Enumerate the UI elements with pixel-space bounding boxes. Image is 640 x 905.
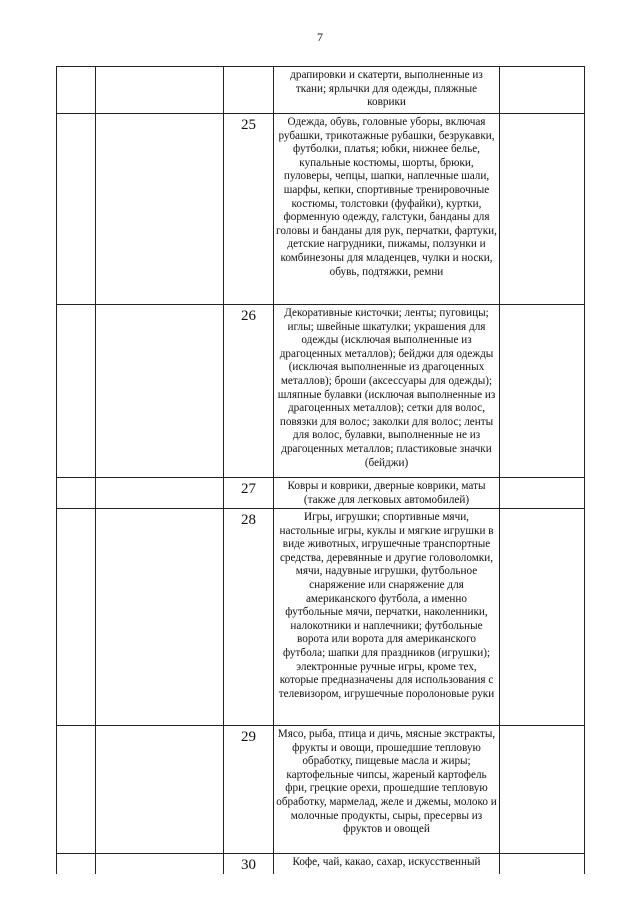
class-number (224, 67, 274, 114)
class-description: Кофе, чай, какао, сахар, искусственный (274, 854, 500, 875)
table-row (57, 509, 585, 726)
goods-classes-table (56, 66, 585, 874)
class-number: 25 (224, 114, 274, 305)
class-description: Декоративные кисточки; ленты; пуговицы; иглы; швейные шкатулки; украшения для одежды (исключая выполненные из драгоценных металлов); бейджи для одежды (исключая выполненные из драгоценных металлов); броши (аксессуары для одежды); шляпные булавки (исключая выполненные из драгоценных металлов); сетки для волос, повязки для волос; заколки для волос; ленты для волос, булавки, выполненные не из драгоценных металлов; пластиковые значки (бейджи) (274, 305, 500, 478)
table-row (57, 726, 585, 854)
class-number: 26 (224, 305, 274, 478)
class-number: 30 (224, 854, 274, 875)
page-number: 7 (317, 30, 323, 44)
class-number: 28 (224, 509, 274, 726)
class-description: Одежда, обувь, головные уборы, включая рубашки, трикотажные рубашки, безрукавки, футболки, платья; юбки, нижнее белье, купальные костюмы, шорты, брюки, пуловеры, чепцы, шапки, наплечные шали, шарфы, кепки, спортивные тренировочные костюмы, толстовки (фуфайки), куртки, форменную одежду, галстуки, банданы для головы и банданы для рук, перчатки, фартуки, детские нагрудники, пижамы, ползунки и комбинезоны для младенцев, чулки и носки, обувь, подтяжки, ремни (274, 114, 500, 305)
class-description: Мясо, рыба, птица и дичь, мясные экстракты, фрукты и овощи, прошедшие тепловую обработку, пищевые масла и жиры; картофельные чипсы, жареный картофель фри, грецкие орехи, прошедшие тепловую обработку, мармелад, желе и джемы, молоко и молочные продукты, сыры, пресервы из фруктов и овощей (274, 726, 500, 854)
class-number: 27 (224, 478, 274, 509)
table-row (57, 305, 585, 478)
class-description: Игры, игрушки; спортивные мячи, настольные игры, куклы и мягкие игрушки в виде животных, игрушечные транспортные средства, деревянные и другие головоломки, мячи, надувные игрушки, футбольное снаряжение или снаряжение для американского футбола, а именно футбольные мячи, перчатки, наколенники, налокотники и наплечники; футбольные ворота или ворота для американского футбола; шапки для праздников (игрушки); электронные ручные игры, кроме тех, которые предназначены для использования с телевизором, игрушечные поролоновые руки (274, 509, 500, 726)
class-description: драпировки и скатерти, выполненные из ткани; ярлычки для одежды, пляжные коврики (274, 67, 500, 114)
table-row (57, 67, 585, 114)
table-row (57, 478, 585, 509)
class-description: Ковры и коврики, дверные коврики, маты (также для легковых автомобилей) (274, 478, 500, 509)
table-row (57, 854, 585, 875)
table-row (57, 114, 585, 305)
class-number: 29 (224, 726, 274, 854)
